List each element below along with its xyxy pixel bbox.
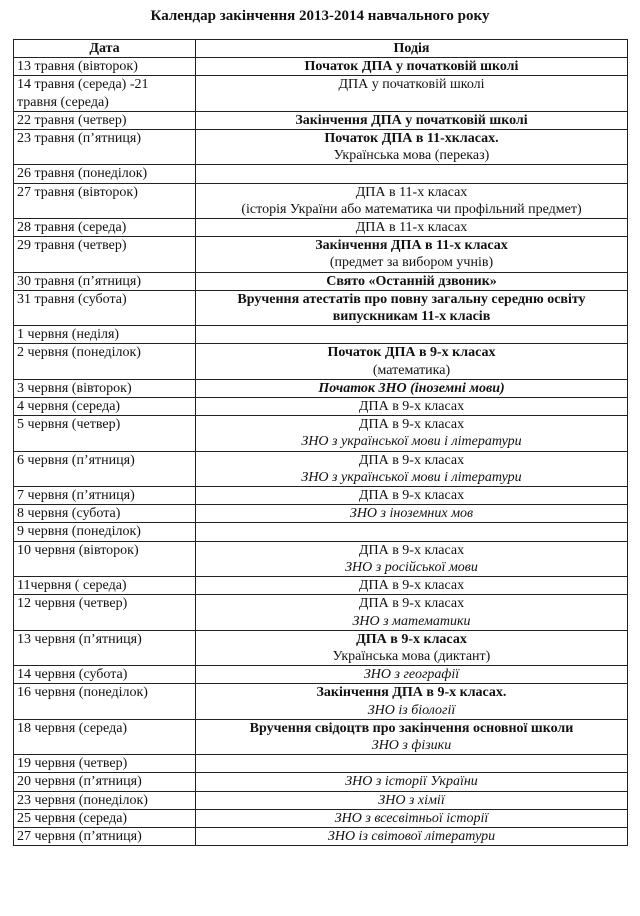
event-line: ЗНО з математики (352, 613, 471, 629)
table-row (14, 773, 628, 791)
table-row (14, 505, 628, 523)
table-row (14, 577, 628, 595)
event-line: ЗНО з української мови і літератури (301, 469, 522, 485)
event-line: Закінчення ДПА у початковій школі (295, 112, 528, 128)
event-cell (196, 379, 628, 397)
event-cell (196, 183, 628, 218)
event-cell (196, 130, 628, 165)
event-line: ЗНО з фізики (371, 737, 452, 753)
date-cell: 13 червня (п’ятниця) (14, 630, 196, 665)
table-row (14, 809, 628, 827)
table-row (14, 684, 628, 719)
event-cell (196, 416, 628, 451)
table-row (14, 595, 628, 630)
event-cell (196, 719, 628, 754)
event-line: Свято «Останній дзвоник» (326, 273, 497, 289)
date-cell: 11червня ( середа) (14, 577, 196, 595)
date-cell: 8 червня (субота) (14, 505, 196, 523)
event-line: Закінчення ДПА в 11-х класах (315, 238, 508, 254)
event-cell (196, 505, 628, 523)
table-row (14, 666, 628, 684)
table-body (14, 58, 628, 846)
date-cell: 16 червня (понеділок) (14, 684, 196, 719)
column-header-event: Подія (196, 40, 628, 58)
date-cell: 25 червня (середа) (14, 809, 196, 827)
date-cell: 19 червня (четвер) (14, 755, 196, 773)
event-line: ДПА в 9-х класах (358, 578, 465, 594)
event-line: ДПА у початковій школі (338, 77, 485, 93)
date-cell: 27 травня (вівторок) (14, 183, 196, 218)
table-row (14, 58, 628, 76)
event-cell (196, 58, 628, 76)
event-line: ДПА в 9-х класах (358, 417, 465, 433)
event-line: ЗНО з іноземних мов (349, 506, 474, 522)
date-cell: 12 червня (четвер) (14, 595, 196, 630)
event-line: ЗНО з хімії (378, 792, 445, 808)
event-line: ЗНО із світової літератури (327, 828, 496, 844)
event-cell (196, 487, 628, 505)
event-line: ДПА в 9-х класах (358, 542, 465, 558)
event-cell (196, 344, 628, 379)
event-line: ДПА в 9-х класах (356, 631, 467, 647)
table-row (14, 379, 628, 397)
date-cell: 22 травня (четвер) (14, 111, 196, 129)
event-cell (196, 595, 628, 630)
event-cell (196, 809, 628, 827)
calendar-table (13, 39, 628, 846)
date-cell: 2 червня (понеділок) (14, 344, 196, 379)
event-line: ДПА в 9-х класах (358, 596, 465, 612)
table-row (14, 111, 628, 129)
event-line: ЗНО з української мови і літератури (301, 434, 522, 450)
table-row (14, 165, 628, 183)
date-cell: 6 червня (п’ятниця) (14, 451, 196, 486)
date-cell: 13 травня (вівторок) (14, 58, 196, 76)
table-row (14, 290, 628, 325)
date-cell: 14 травня (середа) -21 травня (середа) (14, 76, 196, 111)
event-line: ДПА в 11-х класах (355, 220, 468, 236)
date-cell: 23 травня (п’ятниця) (14, 130, 196, 165)
table-row (14, 416, 628, 451)
event-line: ЗНО з історії України (345, 774, 478, 790)
event-line: (історія України або математика чи профільний предмет) (241, 201, 582, 217)
document-title: Календар закінчення 2013-2014 навчального року (150, 8, 490, 24)
date-cell: 20 червня (п’ятниця) (14, 773, 196, 791)
event-line: ДПА в 9-х класах (358, 399, 465, 415)
event-line: випускникам 11-х класів (332, 309, 491, 325)
event-cell (196, 398, 628, 416)
table-row (14, 237, 628, 272)
table-row (14, 487, 628, 505)
event-line: ДПА в 9-х класах (358, 452, 465, 468)
event-line: ДПА в 11-х класах (355, 184, 468, 200)
event-cell (196, 755, 628, 773)
event-cell (196, 523, 628, 541)
event-cell (196, 76, 628, 111)
date-cell: 26 травня (понеділок) (14, 165, 196, 183)
event-cell (196, 111, 628, 129)
date-cell: 5 червня (четвер) (14, 416, 196, 451)
event-cell (196, 237, 628, 272)
event-cell (196, 165, 628, 183)
date-cell: 18 червня (середа) (14, 719, 196, 754)
event-cell (196, 451, 628, 486)
table-row (14, 344, 628, 379)
table-row (14, 630, 628, 665)
date-cell: 9 червня (понеділок) (14, 523, 196, 541)
table-row (14, 719, 628, 754)
date-cell: 30 травня (п’ятниця) (14, 272, 196, 290)
column-header-date: Дата (14, 40, 196, 58)
date-cell: 14 червня (субота) (14, 666, 196, 684)
table-row (14, 76, 628, 111)
event-line: Початок ДПА в 9-х класах (327, 345, 496, 361)
date-cell: 10 червня (вівторок) (14, 541, 196, 576)
date-cell: 1 червня (неділя) (14, 326, 196, 344)
table-row (14, 219, 628, 237)
date-cell: 23 червня (понеділок) (14, 791, 196, 809)
event-line: Українська мова (диктант) (332, 648, 491, 664)
event-line: Вручення атестатів про повну загальну середню освіту (237, 291, 586, 307)
event-cell (196, 577, 628, 595)
table-header-row (14, 40, 628, 58)
table-row (14, 827, 628, 845)
date-cell: 7 червня (п’ятниця) (14, 487, 196, 505)
event-cell (196, 630, 628, 665)
table-row (14, 755, 628, 773)
table-row (14, 398, 628, 416)
event-cell (196, 326, 628, 344)
date-cell: 29 травня (четвер) (14, 237, 196, 272)
event-cell (196, 666, 628, 684)
event-line: ЗНО з всесвітньої історії (334, 810, 489, 826)
event-line: Початок ДПА в 11-хкласах. (324, 131, 499, 147)
event-line: Закінчення ДПА в 9-х класах. (316, 685, 507, 701)
table-row (14, 541, 628, 576)
event-line: ДПА в 9-х класах (358, 488, 465, 504)
event-line: Українська мова (переказ) (333, 148, 490, 164)
table-row (14, 523, 628, 541)
date-cell: 3 червня (вівторок) (14, 379, 196, 397)
date-cell: 27 червня (п’ятниця) (14, 827, 196, 845)
event-line: Початок ДПА у початковій школі (304, 59, 519, 75)
event-cell (196, 272, 628, 290)
event-line: Вручення свідоцтв про закінчення основної школи (249, 720, 574, 736)
event-line: (предмет за вибором учнів) (329, 255, 494, 271)
date-cell: 31 травня (субота) (14, 290, 196, 325)
event-cell (196, 773, 628, 791)
date-cell: 4 червня (середа) (14, 398, 196, 416)
event-line: ЗНО з географії (363, 667, 460, 683)
table-row (14, 326, 628, 344)
event-cell (196, 791, 628, 809)
event-line: ЗНО із біології (367, 702, 456, 718)
table-row (14, 272, 628, 290)
event-cell (196, 219, 628, 237)
table-row (14, 130, 628, 165)
table-row (14, 791, 628, 809)
event-line: Початок ЗНО (іноземні мови) (318, 380, 505, 396)
table-row (14, 451, 628, 486)
table-row (14, 183, 628, 218)
event-cell (196, 541, 628, 576)
event-cell (196, 290, 628, 325)
date-cell: 28 травня (середа) (14, 219, 196, 237)
event-cell (196, 827, 628, 845)
event-line: ЗНО з російської мови (345, 559, 478, 575)
event-line: (математика) (372, 362, 451, 378)
event-cell (196, 684, 628, 719)
